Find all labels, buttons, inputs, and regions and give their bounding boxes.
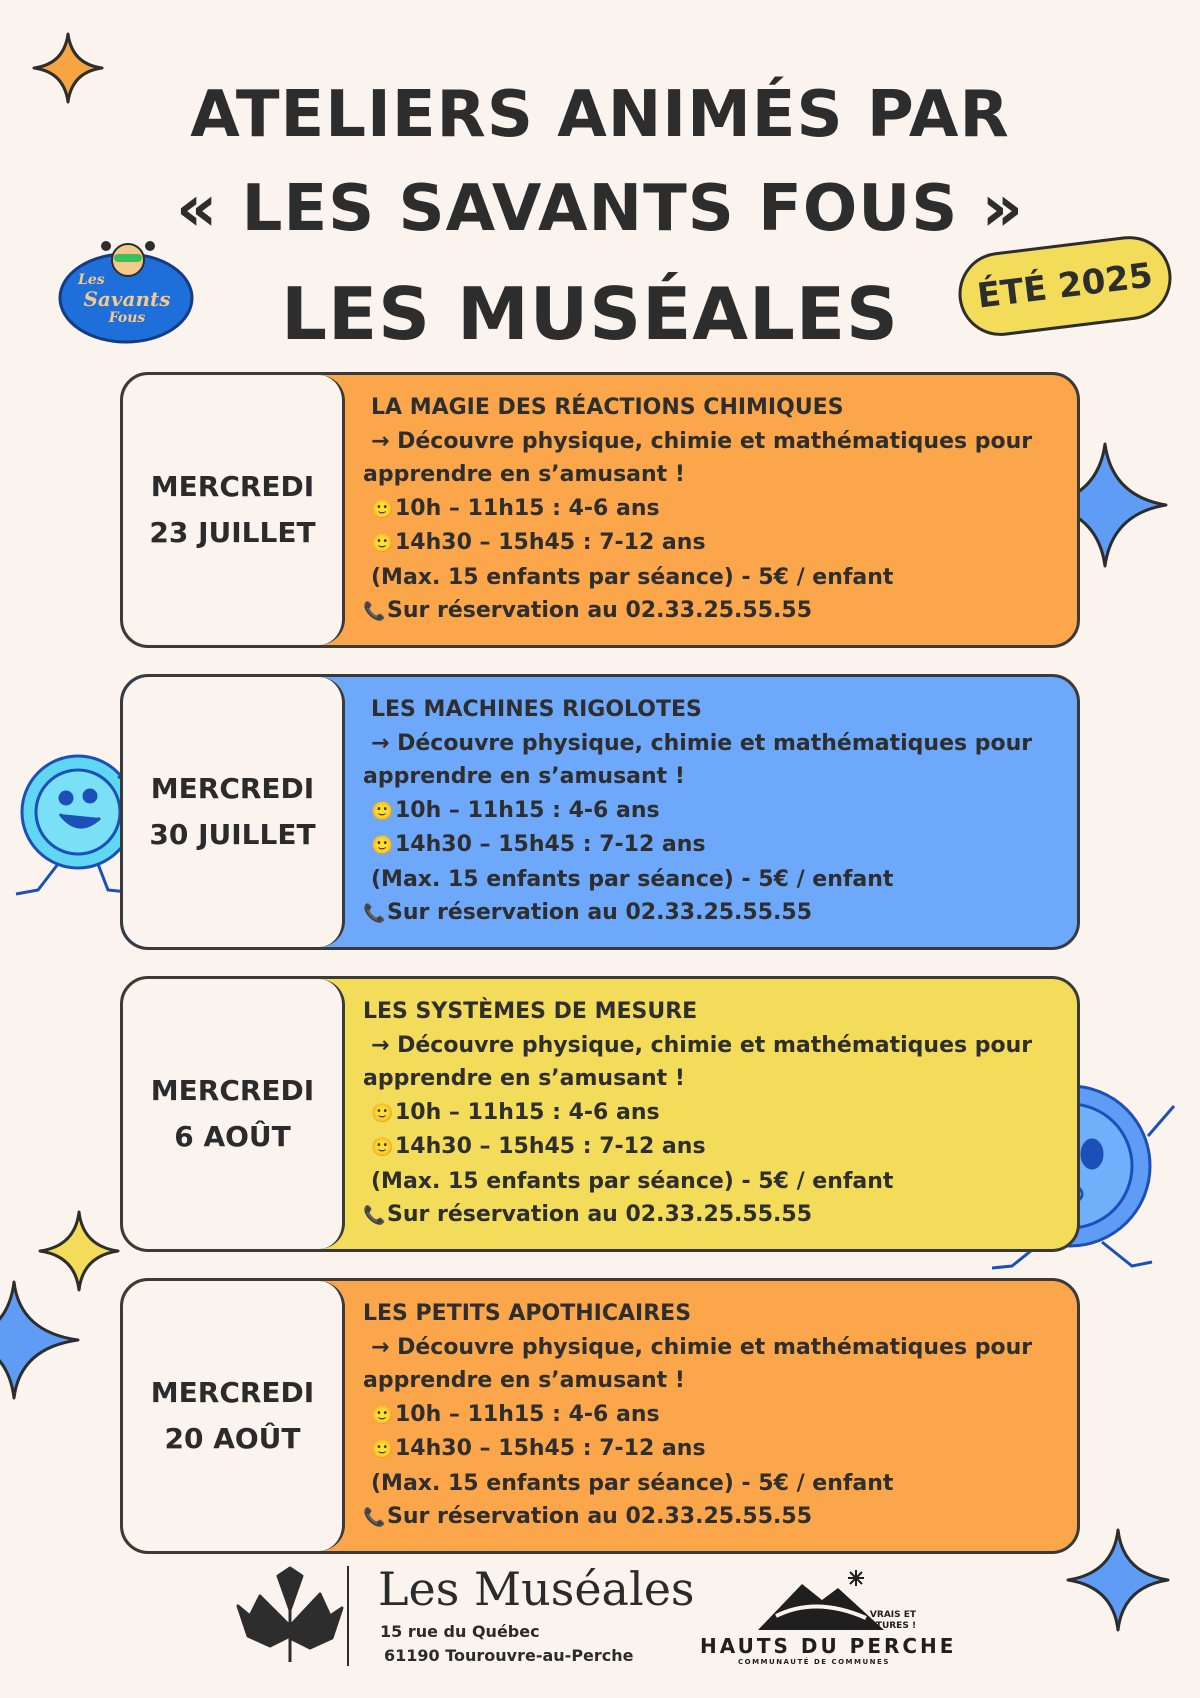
logo-text-fous: Fous [108, 310, 146, 326]
workshop-card-1 [120, 372, 1080, 648]
partner-tagline-2: NATURES ! [862, 1621, 917, 1631]
blue-star-icon [1064, 1526, 1172, 1634]
workshop-max: (Max. 15 enfants par séance) - 5€ / enfant [371, 1168, 894, 1194]
workshop-date-value: 30 JUILLET [149, 818, 316, 851]
season-badge: ÉTÉ 2025 [954, 231, 1177, 340]
workshop-content [363, 1297, 1057, 1535]
workshop-slot-2: 14h30 – 15h45 : 7-12 ans [395, 530, 706, 555]
partner-tagline-1: VRAIS ET [869, 1610, 917, 1620]
workshop-desc-2: apprendre en s’amusant ! [363, 462, 685, 487]
workshop-date [123, 1281, 345, 1551]
workshop-card-2 [120, 674, 1080, 950]
workshop-max: (Max. 15 enfants par séance) - 5€ / enfant [371, 866, 894, 892]
title-line-2: « LES SAVANTS FOUS » [176, 172, 1024, 246]
child-face-icon: 🙂 [371, 1404, 394, 1426]
workshop-day: MERCREDI [150, 1376, 315, 1409]
workshop-desc-1: → Découvre physique, chimie et mathématiques pour [371, 730, 1033, 756]
title-line-1: ATELIERS ANIMÉS PAR [190, 78, 1010, 152]
partner-tagline [862, 1610, 916, 1632]
museum-name: Les Muséales [378, 1562, 695, 1616]
workshop-slot-1: 10h – 11h15 : 4-6 ans [395, 1099, 660, 1125]
logo-text-savants: Savants [83, 287, 171, 311]
blue-star-icon [0, 1278, 80, 1402]
workshop-booking: Sur réservation au 02.33.25.55.55 [387, 598, 813, 623]
workshop-title: LES SYSTÈMES DE MESURE [363, 999, 698, 1024]
workshop-date-value: 20 AOÛT [164, 1422, 301, 1455]
workshop-desc-2: apprendre en s’amusant ! [363, 764, 685, 789]
workshop-date [123, 979, 345, 1249]
child-face-icon: 🙂 [371, 1137, 394, 1158]
workshop-content [363, 693, 1057, 931]
workshop-date-value: 23 JUILLET [149, 516, 316, 549]
leaf-logo-icon [230, 1566, 350, 1666]
workshop-desc-2: apprendre en s’amusant ! [363, 1066, 685, 1091]
workshop-content [363, 391, 1057, 629]
workshop-desc-1: → Découvre physique, chimie et mathématiques pour [371, 1334, 1033, 1360]
phone-icon: 📞 [363, 601, 386, 622]
workshop-slot-2: 14h30 – 15h45 : 7-12 ans [395, 1436, 706, 1461]
child-face-icon: 🙂 [371, 533, 394, 554]
workshop-booking: Sur réservation au 02.33.25.55.55 [387, 900, 813, 925]
workshop-title: LES MACHINES RIGOLOTES [371, 697, 702, 722]
child-face-icon: 🙂 [371, 1102, 394, 1124]
child-face-icon: 🙂 [371, 835, 394, 856]
child-face-icon: 🙂 [371, 498, 394, 520]
phone-icon: 📞 [363, 1507, 386, 1528]
workshop-booking: Sur réservation au 02.33.25.55.55 [387, 1504, 813, 1529]
logo-text-les: Les [78, 272, 105, 288]
workshop-booking: Sur réservation au 02.33.25.55.55 [387, 1202, 813, 1227]
workshop-desc-2: apprendre en s’amusant ! [363, 1368, 685, 1393]
workshop-slot-1: 10h – 11h15 : 4-6 ans [395, 495, 660, 521]
workshop-card-4 [120, 1278, 1080, 1554]
workshop-max: (Max. 15 enfants par séance) - 5€ / enfant [371, 1470, 894, 1496]
museum-address-line-1: 15 rue du Québec [380, 1622, 540, 1641]
workshop-title: LA MAGIE DES RÉACTIONS CHIMIQUES [371, 395, 844, 420]
workshop-desc-1: → Découvre physique, chimie et mathématiques pour [371, 1032, 1033, 1058]
workshop-slot-2: 14h30 – 15h45 : 7-12 ans [395, 832, 706, 857]
workshop-desc-1: → Découvre physique, chimie et mathématiques pour [371, 428, 1033, 454]
workshop-max: (Max. 15 enfants par séance) - 5€ / enfant [371, 564, 894, 590]
workshop-date [123, 375, 345, 645]
partner-name: HAUTS DU PERCHE [700, 1634, 957, 1658]
workshop-slot-1: 10h – 11h15 : 4-6 ans [395, 797, 660, 823]
phone-icon: 📞 [363, 903, 386, 924]
child-face-icon: 🙂 [371, 800, 394, 822]
workshop-day: MERCREDI [150, 772, 315, 805]
workshop-content [363, 995, 1057, 1233]
child-face-icon: 🙂 [371, 1439, 394, 1460]
workshop-day: MERCREDI [150, 470, 315, 503]
workshop-day: MERCREDI [150, 1074, 315, 1107]
workshop-slot-1: 10h – 11h15 : 4-6 ans [395, 1401, 660, 1427]
museum-address-line-2: 61190 Tourouvre-au-Perche [384, 1646, 634, 1665]
workshop-date-value: 6 AOÛT [174, 1120, 291, 1153]
partner-subtitle: COMMUNAUTÉ DE COMMUNES [738, 1658, 890, 1666]
title-line-3: LES MUSÉALES [281, 272, 899, 356]
workshop-card-3 [120, 976, 1080, 1252]
workshop-slot-2: 14h30 – 15h45 : 7-12 ans [395, 1134, 706, 1159]
workshop-title: LES PETITS APOTHICAIRES [363, 1301, 692, 1326]
phone-icon: 📞 [363, 1205, 386, 1226]
workshop-date [123, 677, 345, 947]
